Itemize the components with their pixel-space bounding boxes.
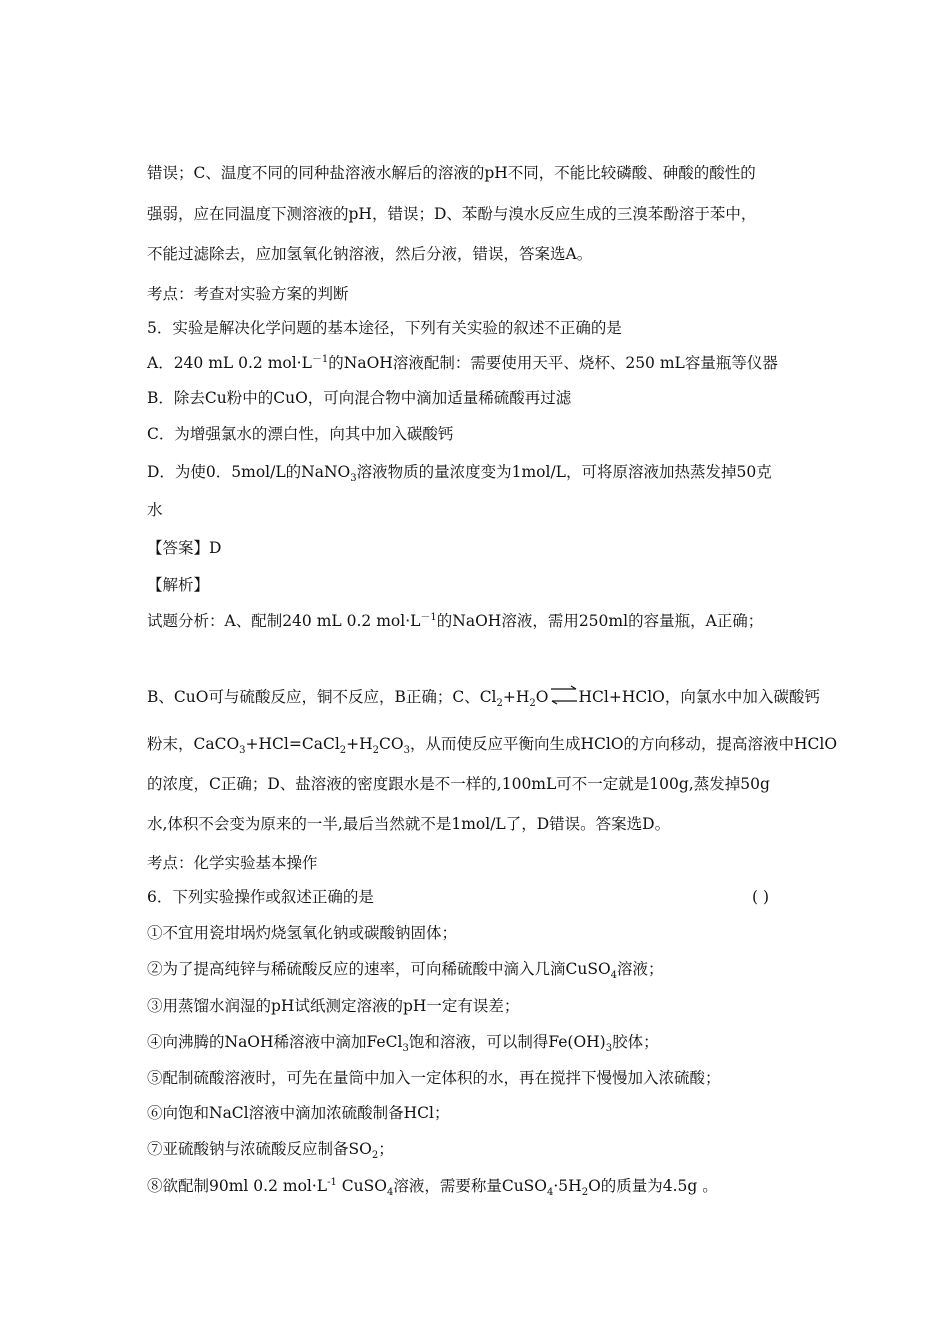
text: D．为使0．5mol/L的NaNO — [147, 463, 351, 481]
text: 溶液； — [617, 960, 664, 978]
text: +H — [502, 688, 530, 706]
text: ②为了提高纯锌与稀硫酸反应的速率，可向稀硫酸中滴入几滴CuSO — [147, 960, 611, 978]
subscript: 4 — [610, 970, 618, 982]
subscript: 3 — [402, 1043, 409, 1055]
subscript: 3 — [350, 473, 357, 485]
option-d — [147, 461, 772, 483]
text: HCl+HClO，向氯水中加入碳酸钙 — [578, 688, 820, 706]
subscript: 2 — [339, 745, 347, 757]
superscript: -1 — [327, 1176, 337, 1188]
analysis-line — [147, 733, 837, 755]
text: O — [535, 688, 549, 706]
option-b: B．除去Cu粉中的CuO，可向混合物中滴加适量稀硫酸再过滤 — [147, 389, 572, 407]
text: ·5H — [553, 1177, 582, 1195]
statement-6: ⑥向饱和NaCl溶液中滴加浓硫酸制备HCl； — [147, 1104, 450, 1122]
analysis-line: 水,体积不会变为原来的一半,最后当然就不是1mol/L了，D错误。答案选D。 — [147, 815, 671, 833]
text: 试题分析：A、配制240 mL 0.2 mol·L — [147, 612, 421, 630]
analysis-line: 的浓度，C正确；D、盐溶液的密度跟水是不一样的,100mL可不一定就是100g,蒸发掉50g — [147, 775, 770, 793]
text: 的NaOH溶液，需用250ml的容量瓶，A正确； — [436, 612, 764, 630]
text: ； — [378, 1140, 394, 1158]
answer-blank: ( ) — [752, 888, 770, 906]
statement-7 — [147, 1138, 394, 1160]
statement-8 — [147, 1175, 718, 1197]
superscript: －1 — [311, 353, 329, 365]
option-c: C．为增强氯水的漂白性，向其中加入碳酸钙 — [147, 425, 454, 443]
reversible-arrow-icon — [550, 691, 578, 705]
text: B、CuO可与硫酸反应，铜不反应，B正确；C、Cl — [147, 688, 497, 706]
text: +HCl=CaCl — [245, 735, 340, 753]
question-6-stem: 6．下列实验操作或叙述正确的是 — [147, 888, 374, 906]
subscript: 2 — [372, 745, 380, 757]
text: 粉末，CaCO — [147, 735, 240, 753]
subscript: 2 — [581, 1187, 589, 1199]
analysis-line — [147, 610, 763, 632]
statement-1: ①不宜用瓷坩埚灼烧氢氧化钠或碳酸钠固体； — [147, 924, 458, 942]
question-5-stem: 5．实验是解决化学问题的基本途径，下列有关实验的叙述不正确的是 — [147, 319, 622, 337]
text: 溶液，需要称量CuSO — [393, 1177, 547, 1195]
text-line: 强弱，应在同温度下测溶液的pH，错误；D、苯酚与溴水反应生成的三溴苯酚溶于苯中， — [147, 205, 757, 223]
subscript: 2 — [371, 1150, 379, 1162]
statement-2 — [147, 958, 664, 980]
subscript: 4 — [547, 1187, 554, 1199]
subscript: 3 — [239, 745, 246, 757]
text: 溶液物质的量浓度变为1mol/L，可将原溶液加热蒸发掉50克 — [356, 463, 772, 481]
text: 的NaOH溶液配制：需要使用天平、烧杯、250 mL容量瓶等仪器 — [328, 354, 778, 372]
topic-line: 考点：考查对实验方案的判断 — [147, 285, 349, 303]
text: A．240 mL 0.2 mol·L — [147, 354, 312, 372]
superscript: －1 — [420, 611, 437, 623]
text-line: 错误；C、温度不同的同种盐溶液水解后的溶液的pH不同，不能比较磷酸、砷酸的酸性的 — [147, 164, 756, 182]
subscript: 2 — [529, 698, 536, 710]
option-d-continued: 水 — [147, 501, 163, 519]
text: 胶体； — [612, 1033, 659, 1051]
analysis-label: 【解析】 — [147, 576, 210, 594]
statement-3: ③用蒸馏水润湿的pH试纸测定溶液的pH一定有误差； — [147, 997, 520, 1015]
statement-5: ⑤配制硫酸溶液时，可先在量筒中加入一定体积的水，再在搅拌下慢慢加入浓硫酸； — [147, 1069, 721, 1087]
topic-line: 考点：化学实验基本操作 — [147, 854, 318, 872]
subscript: 3 — [605, 1043, 613, 1055]
text: ⑧欲配制90ml 0.2 mol·L — [147, 1177, 328, 1195]
subscript: 2 — [496, 698, 503, 710]
text: +H — [346, 735, 373, 753]
answer-label: 【答案】D — [147, 539, 222, 557]
analysis-line — [147, 686, 820, 708]
text: CuSO — [336, 1177, 387, 1195]
subscript: 4 — [386, 1187, 394, 1199]
text: O的质量为4.5g 。 — [588, 1177, 718, 1195]
text: ，从而使反应平衡向生成HClO的方向移动，提高溶液中HClO — [410, 735, 838, 753]
text: 饱和溶液，可以制得Fe(OH) — [408, 1033, 606, 1051]
text: CO — [379, 735, 404, 753]
text: ⑦亚硫酸钠与浓硫酸反应制备SO — [147, 1140, 372, 1158]
option-a — [147, 352, 778, 374]
subscript: 3 — [403, 745, 410, 757]
text: ④向沸腾的NaOH稀溶液中滴加FeCl — [147, 1033, 403, 1051]
statement-4 — [147, 1031, 659, 1053]
text-line: 不能过滤除去，应加氢氧化钠溶液，然后分液，错误，答案选A。 — [147, 245, 593, 263]
